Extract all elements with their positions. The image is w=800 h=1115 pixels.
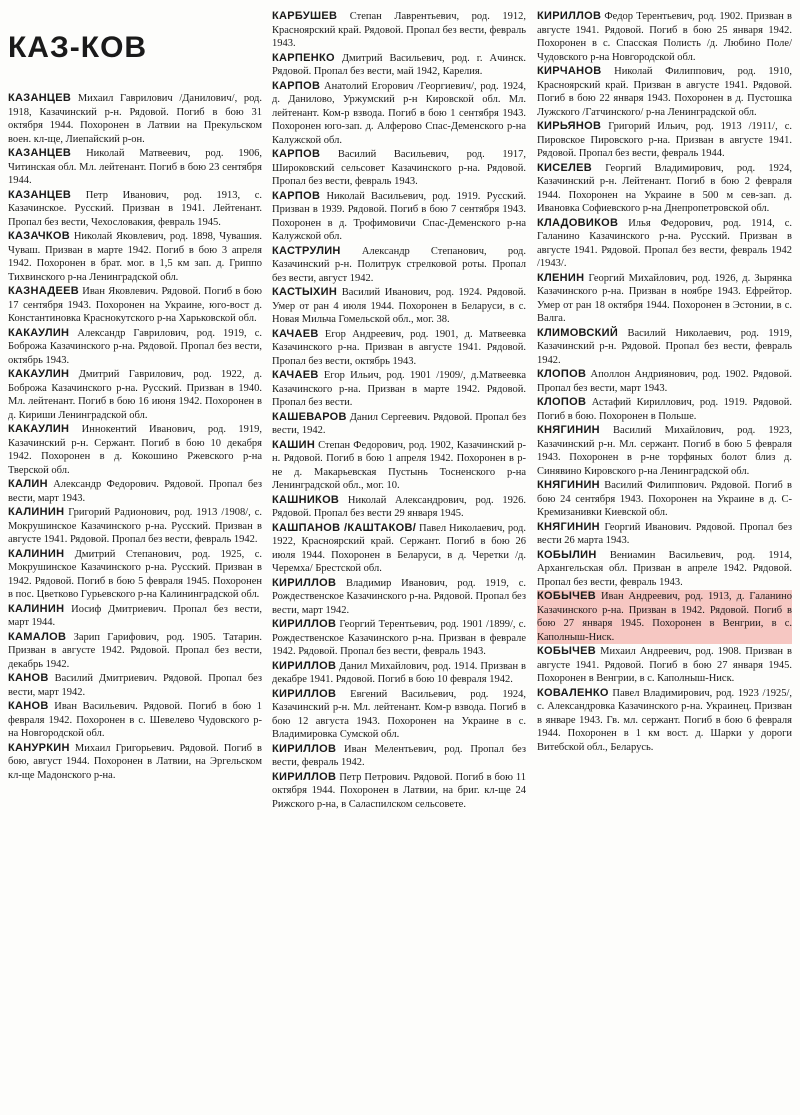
entry-text: Вениамин Васильевич, род. 1914, Архангельская обл. Призван в апреле 1942. Рядовой. Пропал без вести, февраль 1943.	[537, 549, 793, 588]
entry-surname: КАЧАЕВ	[272, 327, 319, 340]
entry-text: Павел Владимирович, род. 1923 /1925/, с. Александровка Казачинского р-на. Украинец. Призван в январе 1943. Гв. мл. сержант. Погиб в бою 6 февраля 1944. Похоронен в 1 км вост. д. Шарки у дороги Витебской обл., Беларусь.	[537, 687, 792, 753]
entry	[8, 742, 262, 783]
entry	[272, 52, 526, 79]
entry	[272, 148, 526, 189]
entry-surname: КНЯГИНИН	[537, 520, 600, 533]
entry-text: Василий Михайлович, род. 1923, Казачинский р-н. Мл. сержант. Погиб в бою 5 февраля 1943. Похоронен в р-не торфяных болот близ д. Синявино Кировского р-на Ленинградской обл.	[537, 425, 792, 477]
entry-surname: КИРИЛЛОВ	[272, 770, 337, 783]
entry	[537, 687, 792, 755]
entry	[8, 603, 262, 630]
entry-text: Георгий Иванович. Рядовой. Пропал без вести 26 марта 1943.	[537, 521, 793, 546]
entry	[272, 522, 526, 576]
entry-text: Владимир Иванович, род. 1919, с. Рождественское Казачинского р-на. Рядовой. Пропал без вести, март 1942.	[272, 577, 527, 616]
entry-text: Иван Яковлевич. Рядовой. Погиб в бою 17 сентября 1943. Похоронен на Украине, юго-вост д. Константиновка Краснокутского р-на Харьковской обл.	[8, 286, 262, 324]
entry-text: Иннокентий Иванович, род. 1919, Казачинский р-н. Сержант. Погиб в бою 10 декабря 1942. Похоронен в д. Кокошино Ржевского р-на Тверской обл.	[8, 424, 262, 476]
entry	[272, 494, 526, 521]
entry-surname: КИРИЛЛОВ	[272, 576, 337, 589]
page-heading: КАЗ-КОВ	[8, 31, 148, 64]
entry	[537, 424, 792, 478]
entry-surname: КОБЫЛИН	[537, 548, 597, 561]
entry	[537, 396, 792, 423]
entry	[272, 439, 526, 493]
entry-text: Николай Филиппович, род. 1910, Красноярский край. Призван в августе 1941. Рядовой. Погиб в бою 22 января 1943. Похоронен в д. Пустошка Лужского /Гатчинского/ р-на Ленинградской обл.	[537, 66, 793, 118]
entry-surname: КАШПАНОВ /КАШТАКОВ/	[272, 521, 417, 534]
entry-text: Егор Андреевич, род. 1901, д. Матвеевка Казачинского р-на. Призван в августе 1941. Рядовой. Пропал без вести, октябрь 1943.	[272, 328, 527, 367]
entry	[8, 506, 262, 547]
entry-surname: КАЗНАДЕЕВ	[8, 285, 79, 297]
entry-text: Николай Александрович, род. 1926. Рядовой. Пропал без вести 29 января 1945.	[272, 494, 526, 519]
entry-surname: КИРИЛЛОВ	[272, 618, 337, 630]
entry-text: Иосиф Дмитриевич. Пропал без вести, март 1944.	[8, 603, 262, 628]
entry-surname: КИСЕЛЕВ	[537, 161, 592, 174]
entry-text: Михаил Григорьевич. Рядовой. Погиб в бою, август 1944. Похоронен в Латвии, на Эргельском кл-ще Мадонского р-на.	[8, 742, 262, 781]
entry	[272, 245, 526, 286]
entry	[272, 10, 526, 51]
entry-surname: КИРЧАНОВ	[537, 65, 602, 77]
entry	[8, 230, 262, 284]
entry-text: Иван Васильевич. Рядовой. Погиб в бою 1 февраля 1942. Похоронен в с. Шевелево Чудовского р-на Новгородской обл.	[8, 701, 262, 739]
entry-surname: КАРПОВ	[272, 148, 321, 160]
column-2	[272, 10, 526, 812]
column-1	[8, 92, 262, 783]
entry	[8, 327, 262, 368]
entry-text: Павел Николаевич, род. 1922, Красноярский край. Сержант. Погиб в бою 26 июля 1944. Похоронен в Беларуси, в д. Черетки /д. Черемха/ Брестской обл.	[272, 522, 526, 574]
entry-surname: КЛЕНИН	[537, 271, 585, 284]
entry-text: Илья Федорович, род. 1914, с. Галанино Казачинского р-на. Русский. Призван в августе 1941. Рядовой. Пропал без вести, февраль 1942 /1943/.	[537, 217, 792, 269]
entry-text: Александр Гаврилович, род. 1919, с. Боброжа Казачинского р-на. Рядовой. Пропал без вести, октябрь 1943.	[8, 327, 263, 366]
entry-text: Егор Ильич, род. 1901 /1909/, д.Матвеевка Казачинского р-на. Призван в марте 1942. Рядовой. Пропал без вести.	[272, 370, 527, 408]
entry-text: Данил Михайлович, род. 1914. Призван в декабре 1941. Рядовой. Погиб в бою 10 февраля 1942.	[272, 660, 526, 685]
entry-surname: КАМАЛОВ	[8, 630, 67, 643]
entry-surname: КАЗАНЦЕВ	[8, 92, 72, 104]
entry	[8, 672, 262, 699]
entry	[272, 369, 526, 410]
entry-surname: КАЛИНИН	[8, 547, 65, 560]
entry-text: Зарип Гарифович, род. 1905. Татарин. Призван в августе 1942. Рядовой. Пропал без вести, декабрь 1942.	[8, 631, 263, 670]
entry-surname: КАЧАЕВ	[272, 369, 319, 381]
entry	[8, 423, 262, 477]
entry	[8, 285, 262, 326]
entry	[8, 631, 262, 672]
entry	[8, 189, 262, 230]
entry-text: Георгий Михайлович, род. 1926, д. Зырянка Казачинского р-на. Призван в ноябре 1943. Ефрейтор. Умер от ран 18 октября 1944. Похоронен в Эстонии, в с. Валга.	[537, 272, 793, 324]
entry	[537, 10, 792, 64]
entry	[272, 411, 526, 438]
entry-surname: КАКАУЛИН	[8, 368, 70, 380]
entry	[537, 120, 792, 161]
entry-surname: КИРИЛЛОВ	[272, 742, 337, 755]
entry-surname: КАСТРУЛИН	[272, 244, 341, 257]
entry	[537, 65, 792, 119]
entry-surname: КОБЫЧЕВ	[537, 590, 597, 602]
entry	[537, 645, 792, 686]
entry-surname: КИРИЛЛОВ	[537, 10, 602, 22]
entry-surname: КАРБУШЕВ	[272, 10, 338, 22]
entry-text: Георгий Терентьевич, род. 1901 /1899/, с. Рождественское Казачинского р-на. Призван в феврале 1942. Рядовой. Пропал без вести, февраль 1943.	[272, 619, 526, 657]
entry	[537, 368, 792, 395]
column-3	[537, 10, 792, 755]
entry-text: Петр Иванович, род. 1913, с. Казачинское. Русский. Призван в 1941. Лейтенант. Пропал без вести, Чехословакия, февраль 1945.	[8, 189, 263, 228]
entry-surname: КАРПОВ	[272, 79, 321, 92]
entry-surname: КАНОВ	[8, 672, 49, 684]
entry-text: Евгений Васильевич, род. 1924, Казачинский р-н. Мл. лейтенант. Ком-р взвода. Погиб в бою 12 августа 1943. Похоронен на Украине в с. Владимировка Сумской обл.	[272, 688, 527, 740]
entry-text: Степан Лаврентьевич, род. 1912, Красноярский край. Рядовой. Пропал без вести, февраль 1943.	[272, 11, 526, 49]
entry	[537, 479, 792, 520]
entry-text: Георгий Владимирович, род. 1924, Казачинский р-н. Лейтенант. Погиб в бою 2 февраля 1944. Похоронен на Украине в 500 м сев-зап. д. Ивановка Софиевского р-на Днепропетровской обл.	[537, 162, 792, 214]
entry-text: Аполлон Андриянович, род. 1902. Рядовой. Пропал без вести, март 1943.	[537, 369, 793, 394]
entry-text: Федор Терентьевич, род. 1902. Призван в августе 1941. Рядовой. Погиб в бою 25 января 1942. Похоронен в с. Спасская Полисть /д. Любино Поле/ Чудовского р-на Новгородской обл.	[537, 11, 792, 63]
entry-surname: КАСТЫХИН	[272, 286, 338, 298]
entry	[272, 80, 526, 148]
entry-surname: КАНОВ	[8, 700, 49, 712]
entry	[8, 368, 262, 422]
entry	[272, 771, 526, 812]
entry-text: Александр Степанович, род. Казачинский р-н. Политрук стрелковой роты. Пропал без вести, август 1942.	[272, 245, 526, 284]
entry-surname: КИРИЛЛОВ	[272, 687, 337, 700]
entry-text: Михаил Андреевич, род. 1908. Призван в августе 1941. Рядовой. Погиб в бою 27 января 1945. Похоронен в Венгрии, в с. Каполныш-Ниск.	[537, 646, 793, 684]
entry	[537, 217, 792, 271]
entry-text: Василий Николаевич, род. 1919, Казачинский р-н. Рядовой. Пропал без вести, февраль 1942.	[537, 327, 792, 366]
entry-surname: КАЛИНИН	[8, 602, 65, 615]
entry	[537, 521, 792, 548]
entry-surname: КИРЬЯНОВ	[537, 120, 602, 132]
entry-text: Иван Андреевич, род. 1913, д. Галанино Казачинского р-на. Призван в 1942. Рядовой. Погиб в бою 27 января 1945. Похоронен в Венгрии, в с. Каполныш-Ниск.	[537, 591, 792, 643]
entry-text: Дмитрий Степанович, род. 1925, с. Мокрушинское Казачинского р-на. Русский. Призван в 1942. Рядовой. Погиб в бою 5 февраля 1945. Похоронен в пос. Цветково Гурьевского р-на Калининградской обл.	[8, 548, 263, 600]
entry-text: Петр Петрович. Рядовой. Погиб в бою 11 октября 1944. Похоронен в Латвии, на бриг. кл-ще 24 Рижского р-на, в Саласпилском сельсовете.	[272, 771, 527, 810]
entry-text: Михаил Гаврилович /Данилович/, род. 1918, Казачинский р-н. Рядовой. Погиб в бою 31 октября 1944. Похоронен в Латвии на Прекульском воен. кл-ще, Лиепайский р-он.	[8, 93, 263, 145]
entry-text: Николай Васильевич, род. 1919. Русский. Призван в 1939. Рядовой. Погиб в бою 7 сентября 1943. Похоронен в д. Трофимовичи Спас-Деменского р-на Калужской обл.	[272, 190, 527, 242]
entry-surname: КЛАДОВИКОВ	[537, 216, 619, 229]
entry-text: Анатолий Егорович /Георгиевич/, род. 1924, д. Данилово, Уржумский р-н Кировской обл. Мл. лейтенант. Ком-р взвода. Погиб в бою 1 сентября 1943. Похоронен юго-зап. д. Алферово Спас-Деменского р-на Калужской обл.	[272, 80, 526, 146]
entry	[8, 92, 262, 146]
entry-surname: КЛОПОВ	[537, 368, 587, 380]
entry	[272, 190, 526, 244]
entry	[272, 618, 526, 659]
entry	[272, 577, 526, 618]
entry	[272, 743, 526, 770]
entry	[537, 549, 792, 590]
entry	[272, 660, 526, 687]
entry-surname: КАЗАЧКОВ	[8, 230, 70, 242]
entry-text: Николай Яковлевич, род. 1898, Чувашия. Чуваш. Призван в марте 1942. Погиб в бою 3 апреля 1942. Похоронен в брат. мог. в 1,5 км зап. д. Гриппо Тихвинского р-на Ленинградской обл.	[8, 231, 262, 283]
entry-text: Александр Федорович. Рядовой. Пропал без вести, март 1943.	[8, 479, 263, 504]
entry-text: Дмитрий Васильевич, род. г. Ачинск. Рядовой. Пропал без вести, май 1942, Карелия.	[272, 52, 526, 77]
entry	[537, 590, 792, 644]
entry-surname: КАШЕВАРОВ	[272, 410, 347, 423]
entry-surname: КАЛИН	[8, 478, 48, 490]
entry	[537, 327, 792, 368]
entry-surname: КОБЫЧЕВ	[537, 645, 597, 657]
entry	[8, 147, 262, 188]
entry-surname: КЛОПОВ	[537, 396, 587, 408]
entry-surname: КАКАУЛИН	[8, 423, 70, 435]
entry-text: Иван Мелентьевич, род. Пропал без вести, февраль 1942.	[272, 743, 526, 768]
entry-text: Данил Сергеевич. Рядовой. Пропал без вести, 1942.	[272, 411, 527, 436]
entry-surname: КАКАУЛИН	[8, 326, 70, 339]
entry-surname: КОВАЛЕНКО	[537, 686, 609, 699]
entry-surname: КАРПОВ	[272, 189, 321, 202]
entry-surname: КЛИМОВСКИЙ	[537, 326, 619, 339]
entry-text: Николай Матвеевич, род. 1906, Читинская обл. Мл. лейтенант. Погиб в бою 23 сентября 1944.	[8, 148, 262, 186]
entry	[8, 478, 262, 505]
entry	[8, 700, 262, 741]
entry-text: Астафий Кириллович, род. 1919. Рядовой. Погиб в бою. Похоронен в Польше.	[537, 397, 792, 422]
entry-text: Дмитрий Гаврилович, род. 1922, д. Боброжа Казачинского р-на. Русский. Призван в 1940. Мл. лейтенант. Погиб в бою 16 июня 1942. Похоронен в д. Кириши Ленинградской обл.	[8, 369, 262, 421]
entry-text: Василий Иванович, род. 1924. Рядовой. Умер от ран 4 июля 1944. Похоронен в Беларуси, в с. Новая Мильча Гомельской обл., мог. 38.	[272, 287, 527, 325]
entry	[8, 548, 262, 602]
entry-surname: КАЗАНЦЕВ	[8, 147, 72, 159]
entry-text: Василий Филиппович. Рядовой. Погиб в бою 24 сентября 1943. Похоронен на Украине в д. С-Кремизанивки Киевской обл.	[537, 480, 793, 518]
entry-surname: КАНУРКИН	[8, 741, 70, 754]
entry-surname: КАРПЕНКО	[272, 51, 335, 64]
entry-surname: КНЯГИНИН	[537, 479, 600, 491]
entry-surname: КАЛИНИН	[8, 506, 65, 518]
entry-surname: КАШНИКОВ	[272, 493, 340, 506]
entry-text: Василий Дмитриевич. Рядовой. Пропал без вести, март 1942.	[8, 673, 263, 698]
entry-text: Василий Васильевич, род. 1917, Широковский сельсовет Казачинского р-на. Рядовой. Пропал без вести, февраль 1943.	[272, 149, 527, 187]
entry	[272, 688, 526, 742]
entry-surname: КАШИН	[272, 438, 316, 451]
entry-text: Григорий Ильич, род. 1913 /1911/, с. Пировское Пировского р-на. Призван в августе 1941. Рядовой. Пропал без вести, февраль 1944.	[537, 121, 793, 159]
entry	[272, 286, 526, 327]
entry-surname: КИРИЛЛОВ	[272, 659, 337, 672]
entry-text: Григорий Радионович, род. 1913 /1908/, с. Мокрушинское Казачинского р-на. Русский. Призван в августе 1941. Рядовой. Пропал без вести, февраль 1942.	[8, 507, 263, 545]
entry	[272, 328, 526, 369]
entry-surname: КНЯГИНИН	[537, 424, 600, 436]
entry-surname: КАЗАНЦЕВ	[8, 188, 72, 201]
entry	[537, 272, 792, 326]
entry	[537, 162, 792, 216]
entry-text: Степан Федорович, род. 1902, Казачинский р-н. Рядовой. Погиб в бою 1 апреля 1942. Похоронен в р-не д. Макарьевская Пустынь Тосненского р-на Ленинградской обл., мог. 10.	[272, 439, 526, 491]
